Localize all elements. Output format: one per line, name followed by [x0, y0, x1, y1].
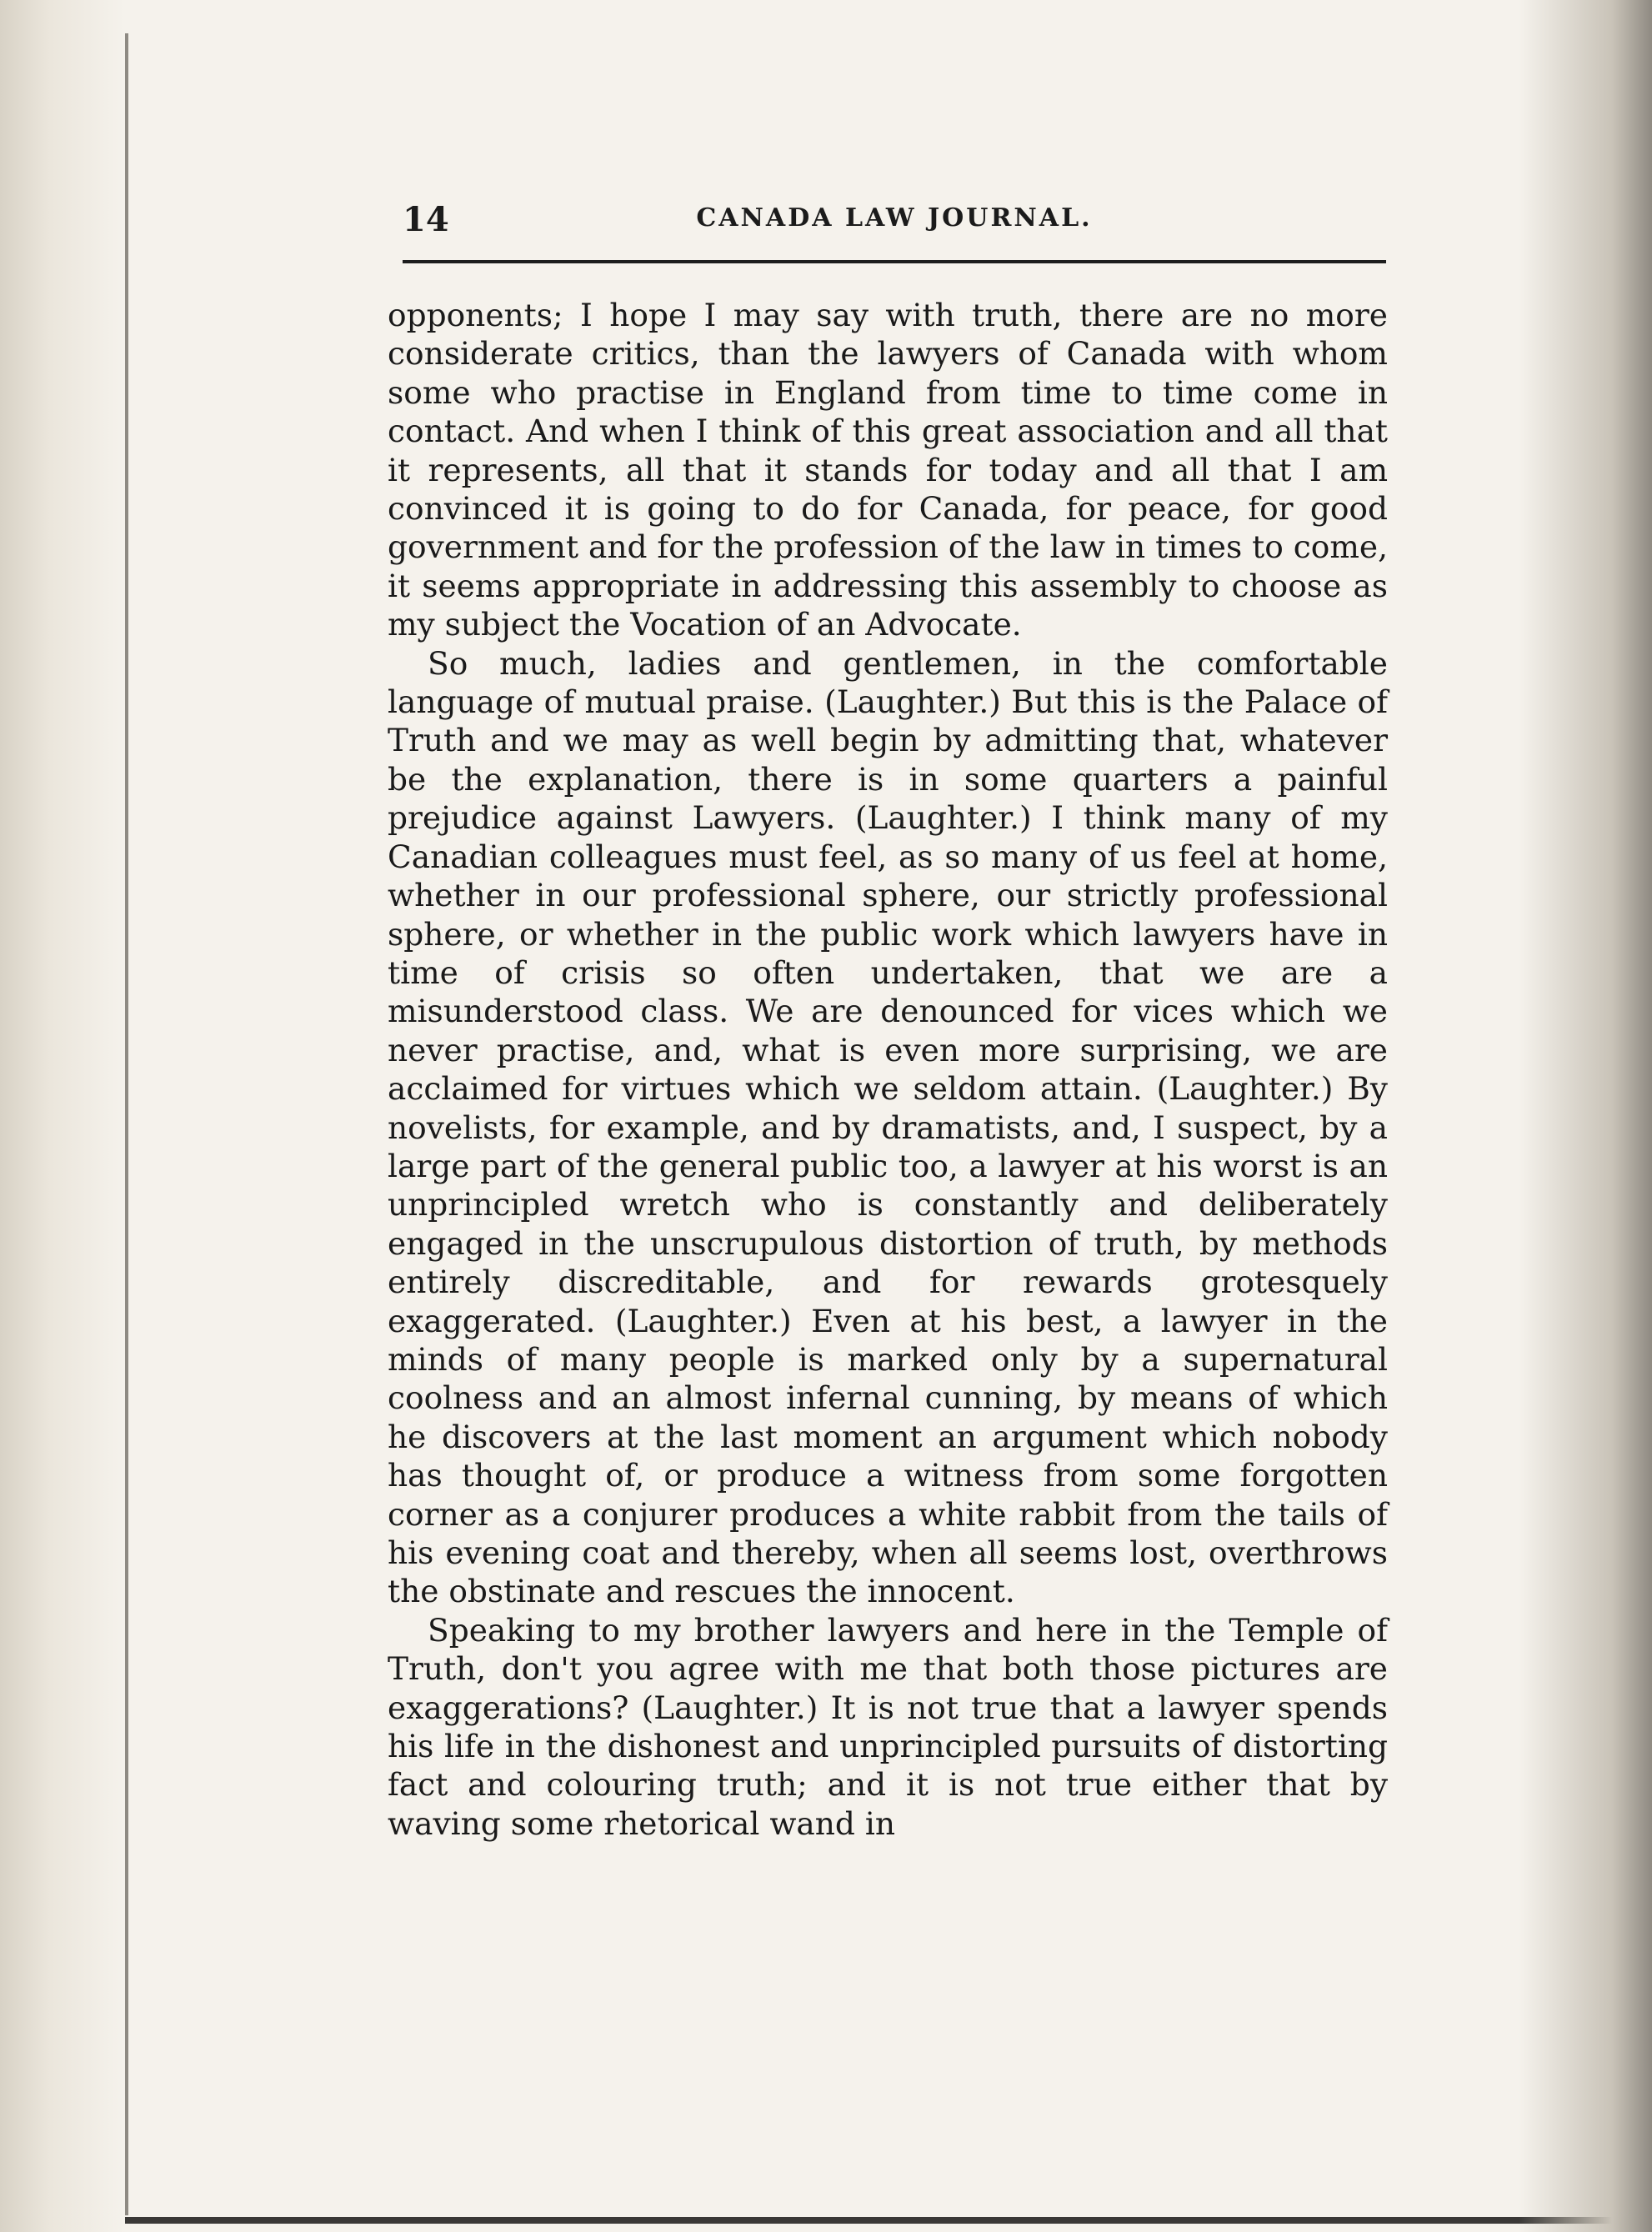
paragraph-3: Speaking to my brother lawyers and here in the Temple of Truth, don't you agree with me that both those pictures are exaggerations? (Laughter.) It is not true that a lawyer spends his life in the dishonest and unprincipled pursuits of distorting fact and colouring truth; and it is not true either that by waving some rhetorical wand in — [388, 1611, 1388, 1842]
binding-edge — [125, 33, 128, 2215]
page-header — [403, 200, 1386, 250]
running-head: CANADA LAW JOURNAL. — [696, 203, 1093, 233]
paragraph-1: opponents; I hope I may say with truth, there are no more considerate critics, than the lawyers of Canada with whom some who practise in England from time to time come in contact. And when I think of this great association and all that it represents, all that it stands for today and all that I am convinced it is going to do for Canada, for peace, for good government and for the profession of the law in times to come, it seems appropriate in addressing this assembly to choose as my subject the Vocation of an Advocate. — [388, 297, 1388, 643]
page-edge-shadow — [1620, 0, 1652, 2232]
paragraph-2: So much, ladies and gentlemen, in the comfortable language of mutual praise. (Laughter.) But this is the Palace of Truth and we may as well begin by admitting that, whatever be the explanation, there is in some quarters a painful prejudice against Lawyers. (Laughter.) I think many of my Canadian colleagues must feel, as so many of us feel at home, whether in our professional sphere, our strictly professional sphere, or whether in the public work which lawyers have in time of crisis so often undertaken, that we are a misunderstood class. We are denounced for vices which we never practise, and, what is even more surprising, we are acclaimed for virtues which we seldom attain. (Laughter.) By novelists, for example, and by dramatists, and, I suspect, by a large part of the general public too, a lawyer at his worst is an unprincipled wretch who is constantly and deliberately engaged in the unscrupulous distortion of truth, by methods entirely discreditable, and for rewards grotesquely exaggerated. (Laughter.) Even at his best, a lawyer in the minds of many people is marked only by a supernatural coolness and an almost infernal cunning, by means of which he discovers at the last moment an argument which nobody has thought of, or produce a witness from some forgotten corner as a conjurer produces a white rabbit from the tails of his evening coat and thereby, when all seems lost, overthrows the obstinate and rescues the innocent. — [388, 644, 1388, 1610]
body-text — [388, 296, 1388, 1843]
page-bottom-edge — [125, 2217, 1619, 2224]
page-number: 14 — [403, 200, 449, 239]
header-rule — [403, 260, 1386, 263]
